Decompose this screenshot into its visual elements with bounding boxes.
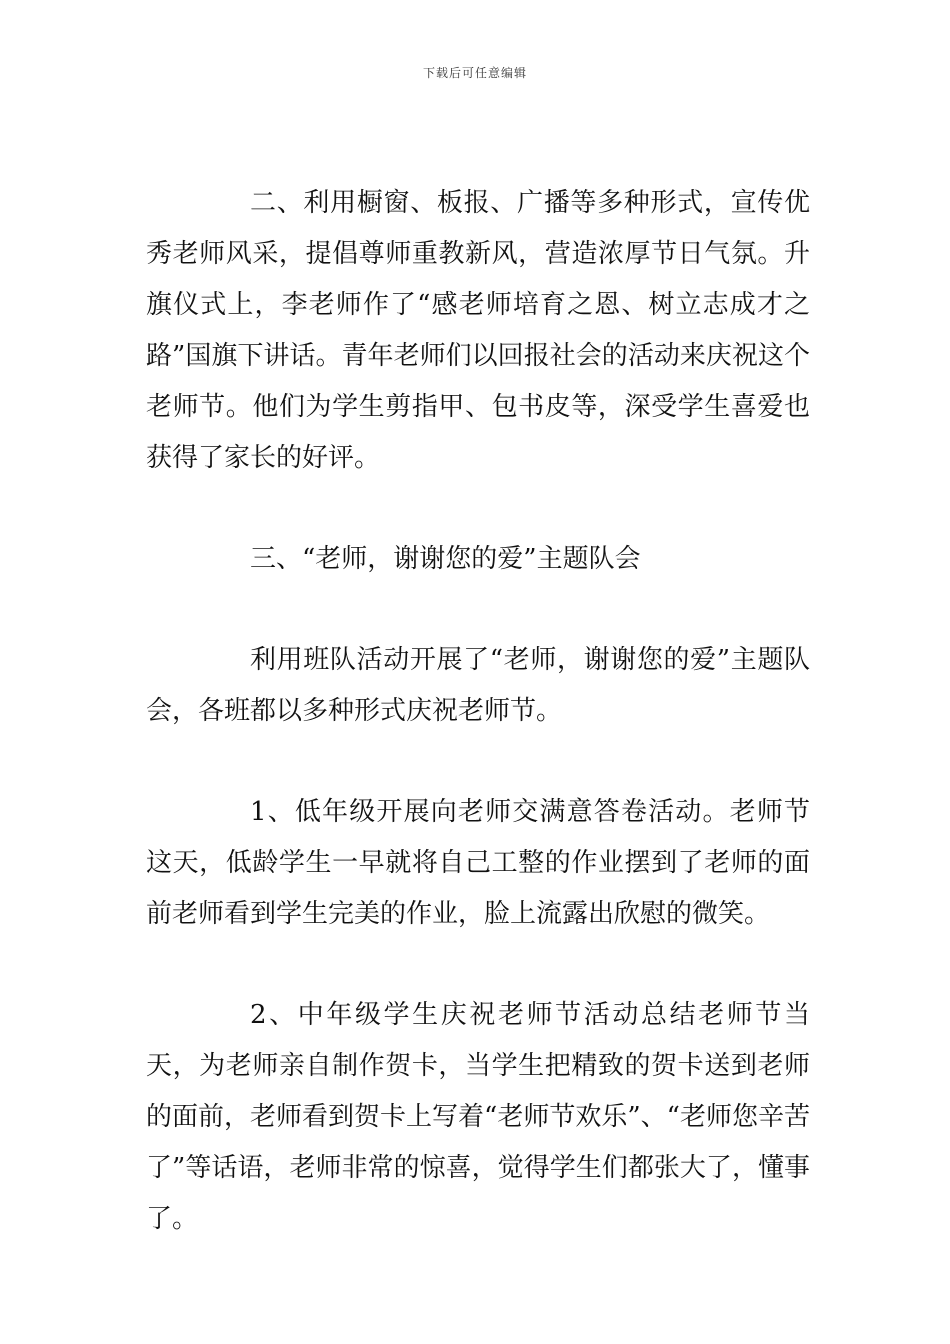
document-body bbox=[146, 178, 810, 1245]
page-header: 下载后可任意编辑 bbox=[422, 66, 527, 80]
paragraph-class-meeting: 利用班队活动开展了“老师，谢谢您的爱”主题队会，各班都以多种形式庆祝老师节。 bbox=[146, 645, 810, 726]
paragraph-item-2: 2、中年级学生庆祝老师节活动总结老师节当天，为老师亲自制作贺卡，当学生把精致的贺卡送到老师的面前，老师看到贺卡上写着“老师节欢乐”、“老师您辛苦了”等话语，老师非常的惊喜，觉得学生们都张大了，懂事了。 bbox=[146, 1000, 810, 1234]
section-heading-3: 三、“老师，谢谢您的爱”主题队会 bbox=[250, 544, 641, 574]
paragraph-2-publicity: 二、利用橱窗、板报、广播等多种形式，宣传优秀老师风采，提倡尊师重教新风，营造浓厚节日气氛。升旗仪式上，李老师作了“感老师培育之恩、树立志成才之路”国旗下讲话。青年老师们以回报社会的活动来庆祝这个老师节。他们为学生剪指甲、包书皮等，深受学生喜爱也获得了家长的好评。 bbox=[146, 188, 810, 473]
paragraph-item-1: 1、低年级开展向老师交满意答卷活动。老师节这天，低龄学生一早就将自己工整的作业摆到了老师的面前老师看到学生完美的作业，脸上流露出欣慰的微笑。 bbox=[146, 797, 810, 929]
